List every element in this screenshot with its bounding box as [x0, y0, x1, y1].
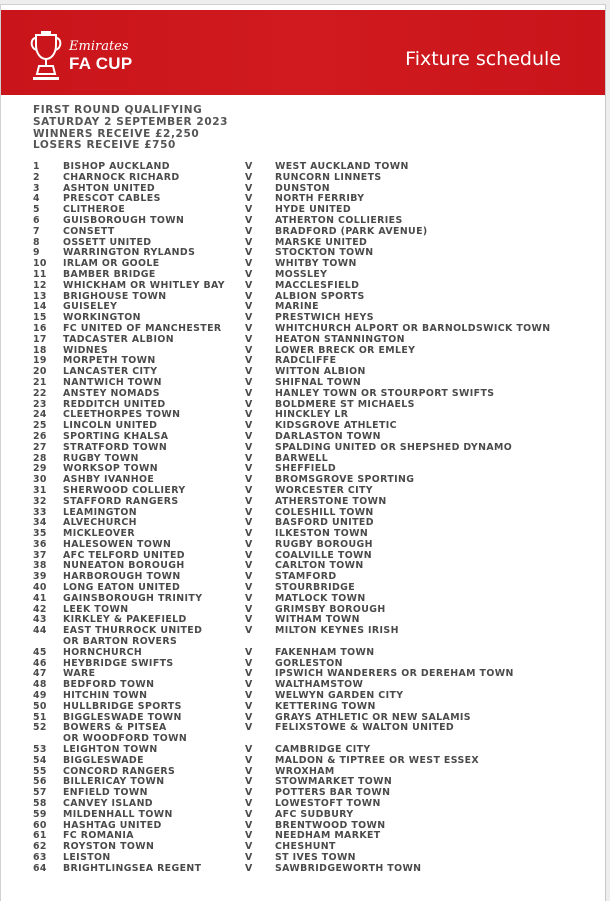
versus-marker: V: [245, 236, 253, 248]
home-team: MICKLEOVER: [63, 528, 135, 540]
fixture-number: 44: [33, 625, 47, 637]
versus-marker: V: [245, 722, 253, 734]
fixture-number: 62: [33, 841, 47, 853]
away-team: WORCESTER CITY: [275, 484, 373, 496]
versus-marker: V: [245, 301, 253, 313]
versus-marker: V: [245, 549, 253, 561]
versus-marker: V: [245, 463, 253, 475]
fixture-number: 10: [33, 258, 47, 270]
fixture-number: 39: [33, 571, 47, 583]
home-team: HULLBRIDGE SPORTS: [63, 700, 182, 712]
versus-marker: V: [245, 279, 253, 291]
versus-marker: V: [245, 366, 253, 378]
fa-cup-trophy-icon: [29, 29, 63, 83]
away-team: BROMSGROVE SPORTING: [275, 474, 415, 486]
fixture-number: 30: [33, 474, 47, 486]
home-team: BIGGLESWADE: [63, 754, 144, 766]
versus-marker: V: [245, 787, 253, 799]
versus-marker: V: [245, 614, 253, 626]
versus-marker: V: [245, 161, 253, 172]
fixture-row: [1, 389, 605, 400]
home-team: CLITHEROE: [63, 204, 126, 216]
fixture-number: 20: [33, 366, 47, 378]
versus-marker: V: [245, 441, 253, 453]
fixture-number: 48: [33, 679, 47, 691]
away-team: WITTON ALBION: [275, 366, 366, 378]
away-team: WHITCHURCH ALPORT OR BARNOLDSWICK TOWN: [275, 322, 551, 334]
home-team: ENFIELD TOWN: [63, 787, 148, 799]
home-team: LEISTON: [63, 852, 111, 863]
versus-marker: V: [245, 625, 253, 637]
home-team: HEYBRIDGE SWIFTS: [63, 657, 174, 669]
versus-marker: V: [245, 690, 253, 702]
home-team: BRIGHOUSE TOWN: [63, 290, 167, 302]
versus-marker: V: [245, 592, 253, 604]
away-team: HYDE UNITED: [275, 204, 352, 216]
home-team: FC UNITED OF MANCHESTER: [63, 322, 222, 334]
round-name: FIRST ROUND QUALIFYING: [33, 104, 203, 116]
versus-marker: V: [245, 344, 253, 356]
fixture-number: 9: [33, 247, 40, 259]
away-team: CARLTON TOWN: [275, 560, 364, 572]
fixture-number: 18: [33, 344, 47, 356]
versus-marker: V: [245, 582, 253, 594]
home-team: FC ROMANIA: [63, 830, 134, 842]
home-team: ANSTEY NOMADS: [63, 387, 160, 399]
versus-marker: V: [245, 657, 253, 669]
away-team: MOSSLEY: [275, 268, 328, 280]
home-team: NUNEATON BOROUGH: [63, 560, 185, 572]
away-team: ATHERSTONE TOWN: [275, 495, 387, 507]
away-team: LOWER BRECK OR EMLEY: [275, 344, 416, 356]
away-team: RUNCORN LINNETS: [275, 171, 382, 183]
versus-marker: V: [245, 247, 253, 259]
home-team: WORKINGTON: [63, 312, 141, 324]
away-team: KETTERING TOWN: [275, 700, 376, 712]
fixture-number: 53: [33, 744, 47, 756]
home-team: OSSETT UNITED: [63, 236, 152, 248]
fixture-number: 31: [33, 484, 47, 496]
home-team: WARE: [63, 668, 96, 680]
home-team: LANCASTER CITY: [63, 366, 158, 378]
versus-marker: V: [245, 646, 253, 658]
fixture-number: 58: [33, 798, 47, 810]
away-team: BOLDMERE ST MICHAELS: [275, 398, 415, 410]
home-team: LINCOLN UNITED: [63, 420, 158, 432]
versus-marker: V: [245, 711, 253, 723]
fixture-row: [1, 281, 605, 292]
home-team: LEIGHTON TOWN: [63, 744, 158, 756]
versus-marker: V: [245, 258, 253, 270]
fixture-number: 52: [33, 722, 47, 734]
fixture-row: [1, 173, 605, 184]
away-team: LOWESTOFT TOWN: [275, 798, 381, 810]
away-team: MALDON & TIPTREE OR WEST ESSEX: [275, 754, 480, 766]
versus-marker: V: [245, 506, 253, 518]
home-team: BOWERS & PITSEA: [63, 722, 167, 734]
away-team: WALTHAMSTOW: [275, 679, 364, 691]
versus-marker: V: [245, 852, 253, 863]
away-team: KIDSGROVE ATHLETIC: [275, 420, 397, 432]
fixture-number: 28: [33, 452, 47, 464]
home-team: SPORTING KHALSA: [63, 430, 169, 442]
fixture-number: 42: [33, 603, 47, 615]
away-team: RADCLIFFE: [275, 355, 337, 367]
away-team: CAMBRIDGE CITY: [275, 744, 371, 756]
home-team: WORKSOP TOWN: [63, 463, 159, 475]
away-team: DUNSTON: [275, 182, 331, 194]
versus-marker: V: [245, 744, 253, 756]
fixture-number: 8: [33, 236, 40, 248]
away-team: RUGBY BOROUGH: [275, 538, 373, 550]
brand-name: FA CUP: [69, 54, 133, 73]
home-team: BISHOP AUCKLAND: [63, 161, 170, 172]
fixture-number: 14: [33, 301, 47, 313]
home-team: BIGGLESWADE TOWN: [63, 711, 182, 723]
home-team: CONSETT: [63, 225, 115, 237]
away-team: MATLOCK TOWN: [275, 592, 366, 604]
fixture-number: 25: [33, 420, 47, 432]
away-team: WROXHAM: [275, 765, 335, 777]
versus-marker: V: [245, 484, 253, 496]
home-team: ALVECHURCH: [63, 517, 137, 529]
home-team: OR BARTON ROVERS: [63, 636, 178, 648]
versus-marker: V: [245, 474, 253, 486]
home-team: RUGBY TOWN: [63, 452, 139, 464]
away-team: HINCKLEY LR: [275, 409, 349, 421]
home-team: WARRINGTON RYLANDS: [63, 247, 196, 259]
home-team: MILDENHALL TOWN: [63, 808, 173, 820]
home-team: CHARNOCK RICHARD: [63, 171, 180, 183]
versus-marker: V: [245, 430, 253, 442]
versus-marker: V: [245, 171, 253, 183]
home-team: HARBOROUGH TOWN: [63, 571, 181, 583]
home-team: BEDFORD TOWN: [63, 679, 155, 691]
versus-marker: V: [245, 225, 253, 237]
versus-marker: V: [245, 830, 253, 842]
away-team: MARINE: [275, 301, 319, 313]
away-team: WITHAM TOWN: [275, 614, 360, 626]
home-team: LONG EATON UNITED: [63, 582, 181, 594]
fixture-number: 23: [33, 398, 47, 410]
away-team: MARSKE UNITED: [275, 236, 368, 248]
versus-marker: V: [245, 841, 253, 853]
away-team: BARWELL: [275, 452, 329, 464]
versus-marker: V: [245, 668, 253, 680]
away-team: GORLESTON: [275, 657, 343, 669]
fixture-number: 19: [33, 355, 47, 367]
home-team: SHERWOOD COLLIERY: [63, 484, 186, 496]
away-team: STAMFORD: [275, 571, 337, 583]
versus-marker: V: [245, 193, 253, 205]
fixture-number: 24: [33, 409, 47, 421]
fixture-row: [1, 864, 605, 875]
fixture-number: 46: [33, 657, 47, 669]
fixture-number: 57: [33, 787, 47, 799]
versus-marker: V: [245, 420, 253, 432]
away-team: ST IVES TOWN: [275, 852, 356, 863]
away-team: WEST AUCKLAND TOWN: [275, 161, 409, 172]
versus-marker: V: [245, 290, 253, 302]
away-team: NEEDHAM MARKET: [275, 830, 381, 842]
versus-marker: V: [245, 495, 253, 507]
versus-marker: V: [245, 776, 253, 788]
fixture-number: 63: [33, 852, 47, 863]
home-team: AFC TELFORD UNITED: [63, 549, 185, 561]
home-team: HORNCHURCH: [63, 646, 143, 658]
home-team: GUISELEY: [63, 301, 118, 313]
versus-marker: V: [245, 517, 253, 529]
versus-marker: V: [245, 355, 253, 367]
home-team: STRATFORD TOWN: [63, 441, 168, 453]
versus-marker: V: [245, 603, 253, 615]
home-team: IRLAM OR GOOLE: [63, 258, 160, 270]
home-team: LEEK TOWN: [63, 603, 129, 615]
away-team: DARLASTON TOWN: [275, 430, 381, 442]
fixture-row: [1, 497, 605, 508]
home-team: LEAMINGTON: [63, 506, 138, 518]
home-team: ROYSTON TOWN: [63, 841, 155, 853]
away-team: NORTH FERRIBY: [275, 193, 365, 205]
versus-marker: V: [245, 560, 253, 572]
brand-logo: [69, 40, 133, 73]
fixture-row: [1, 227, 605, 238]
versus-marker: V: [245, 182, 253, 194]
away-team: BRENTWOOD TOWN: [275, 819, 386, 831]
home-team: CLEETHORPES TOWN: [63, 409, 181, 421]
away-team: COLESHILL TOWN: [275, 506, 374, 518]
fixture-number: 26: [33, 430, 47, 442]
fixture-number: 22: [33, 387, 47, 399]
home-team: BILLERICAY TOWN: [63, 776, 165, 788]
home-team: ASHBY IVANHOE: [63, 474, 155, 486]
fixture-number: 36: [33, 538, 47, 550]
away-team: AFC SUDBURY: [275, 808, 354, 820]
fixture-number: 45: [33, 646, 47, 658]
away-team: COALVILLE TOWN: [275, 549, 373, 561]
versus-marker: V: [245, 862, 253, 874]
home-team: REDDITCH UNITED: [63, 398, 166, 410]
away-team: GRIMSBY BOROUGH: [275, 603, 386, 615]
home-team: EAST THURROCK UNITED: [63, 625, 203, 637]
fixture-number: 56: [33, 776, 47, 788]
fixture-number: 15: [33, 312, 47, 324]
away-team: BASFORD UNITED: [275, 517, 374, 529]
away-team: ALBION SPORTS: [275, 290, 365, 302]
away-team: WHITBY TOWN: [275, 258, 357, 270]
away-team: WELWYN GARDEN CITY: [275, 690, 404, 702]
fixture-row: [1, 443, 605, 454]
fixture-number: 40: [33, 582, 47, 594]
fixture-number: 12: [33, 279, 47, 291]
home-team: GUISBOROUGH TOWN: [63, 214, 185, 226]
page-title: Fixture schedule: [405, 48, 561, 70]
home-team: HASHTAG UNITED: [63, 819, 162, 831]
home-team: CANVEY ISLAND: [63, 798, 153, 810]
fixture-number: 11: [33, 268, 47, 280]
fixture-number: 49: [33, 690, 47, 702]
away-team: MACCLESFIELD: [275, 279, 360, 291]
home-team: WIDNES: [63, 344, 109, 356]
fixture-number: 4: [33, 193, 40, 205]
fixture-number: 41: [33, 592, 47, 604]
fixture-number: 2: [33, 171, 40, 183]
away-team: STOWMARKET TOWN: [275, 776, 393, 788]
fixture-number: 51: [33, 711, 47, 723]
fixture-number: 35: [33, 528, 47, 540]
fixture-number: 33: [33, 506, 47, 518]
home-team: OR WOODFORD TOWN: [63, 733, 188, 745]
versus-marker: V: [245, 452, 253, 464]
versus-marker: V: [245, 333, 253, 345]
versus-marker: V: [245, 798, 253, 810]
fixture-number: 17: [33, 333, 47, 345]
away-team: FELIXSTOWE & WALTON UNITED: [275, 722, 455, 734]
versus-marker: V: [245, 819, 253, 831]
versus-marker: V: [245, 204, 253, 216]
fixture-number: 21: [33, 376, 47, 388]
fixture-number: 3: [33, 182, 40, 194]
versus-marker: V: [245, 268, 253, 280]
fixture-number: 27: [33, 441, 47, 453]
fixture-number: 60: [33, 819, 47, 831]
fixture-number: 29: [33, 463, 47, 475]
versus-marker: V: [245, 528, 253, 540]
away-team: GRAYS ATHLETIC OR NEW SALAMIS: [275, 711, 471, 723]
away-team: SAWBRIDGEWORTH TOWN: [275, 862, 422, 874]
fixture-number: 37: [33, 549, 47, 561]
away-team: CHESHUNT: [275, 841, 336, 853]
winners-prize: WINNERS RECEIVE £2,250: [33, 127, 200, 140]
losers-prize: LOSERS RECEIVE £750: [33, 139, 176, 152]
fixture-row: [1, 335, 605, 346]
away-team: BRADFORD (PARK AVENUE): [275, 225, 428, 237]
versus-marker: V: [245, 387, 253, 399]
away-team: ATHERTON COLLIERIES: [275, 214, 403, 226]
fixture-number: 61: [33, 830, 47, 842]
versus-marker: V: [245, 571, 253, 583]
fixture-number: 1: [33, 161, 40, 172]
away-team: ILKESTON TOWN: [275, 528, 369, 540]
fixture-number: 5: [33, 204, 40, 216]
versus-marker: V: [245, 322, 253, 334]
home-team: PRESCOT CABLES: [63, 193, 161, 205]
fixture-number: 59: [33, 808, 47, 820]
versus-marker: V: [245, 700, 253, 712]
versus-marker: V: [245, 398, 253, 410]
away-team: IPSWICH WANDERERS OR DEREHAM TOWN: [275, 668, 514, 680]
versus-marker: V: [245, 214, 253, 226]
fixture-row: [1, 810, 605, 821]
home-team: BRIGHTLINGSEA REGENT: [63, 862, 202, 874]
away-team: SHEFFIELD: [275, 463, 337, 475]
fixture-number: 34: [33, 517, 47, 529]
header-banner: [1, 10, 605, 95]
away-team: MILTON KEYNES IRISH: [275, 625, 399, 637]
away-team: SPALDING UNITED OR SHEPSHED DYNAMO: [275, 441, 513, 453]
versus-marker: V: [245, 765, 253, 777]
away-team: SHIFNAL TOWN: [275, 376, 362, 388]
away-team: HANLEY TOWN OR STOURPORT SWIFTS: [275, 387, 495, 399]
match-date: SATURDAY 2 SEPTEMBER 2023: [33, 115, 229, 128]
fixture-number: 50: [33, 700, 47, 712]
fixture-sheet: [0, 4, 606, 901]
fixture-number: 7: [33, 225, 40, 237]
versus-marker: V: [245, 409, 253, 421]
fixture-number: 54: [33, 754, 47, 766]
versus-marker: V: [245, 376, 253, 388]
fixture-number: 38: [33, 560, 47, 572]
away-team: STOURBRIDGE: [275, 582, 356, 594]
home-team: WHICKHAM OR WHITLEY BAY: [63, 279, 225, 291]
away-team: STOCKTON TOWN: [275, 247, 374, 259]
away-team: FAKENHAM TOWN: [275, 646, 375, 658]
fixture-list: [1, 162, 605, 875]
versus-marker: V: [245, 679, 253, 691]
versus-marker: V: [245, 312, 253, 324]
fixture-number: 43: [33, 614, 47, 626]
away-team: PRESTWICH HEYS: [275, 312, 374, 324]
home-team: TADCASTER ALBION: [63, 333, 174, 345]
versus-marker: V: [245, 538, 253, 550]
home-team: MORPETH TOWN: [63, 355, 156, 367]
home-team: KIRKLEY & PAKEFIELD: [63, 614, 187, 626]
fixture-number: 64: [33, 862, 47, 874]
home-team: NANTWICH TOWN: [63, 376, 162, 388]
fixture-number: 16: [33, 322, 47, 334]
versus-marker: V: [245, 808, 253, 820]
round-info: [33, 105, 228, 152]
home-team: ASHTON UNITED: [63, 182, 156, 194]
home-team: HALESOWEN TOWN: [63, 538, 172, 550]
home-team: CONCORD RANGERS: [63, 765, 176, 777]
home-team: HITCHIN TOWN: [63, 690, 148, 702]
fixture-number: 13: [33, 290, 47, 302]
fixture-number: 55: [33, 765, 47, 777]
versus-marker: V: [245, 754, 253, 766]
home-team: BAMBER BRIDGE: [63, 268, 156, 280]
brand-sponsor: Emirates: [69, 39, 129, 54]
away-team: HEATON STANNINGTON: [275, 333, 405, 345]
home-team: GAINSBOROUGH TRINITY: [63, 592, 203, 604]
fixture-number: 6: [33, 214, 40, 226]
fixture-row: [1, 756, 605, 767]
away-team: POTTERS BAR TOWN: [275, 787, 391, 799]
fixture-number: 47: [33, 668, 47, 680]
home-team: STAFFORD RANGERS: [63, 495, 179, 507]
fixture-number: 32: [33, 495, 47, 507]
